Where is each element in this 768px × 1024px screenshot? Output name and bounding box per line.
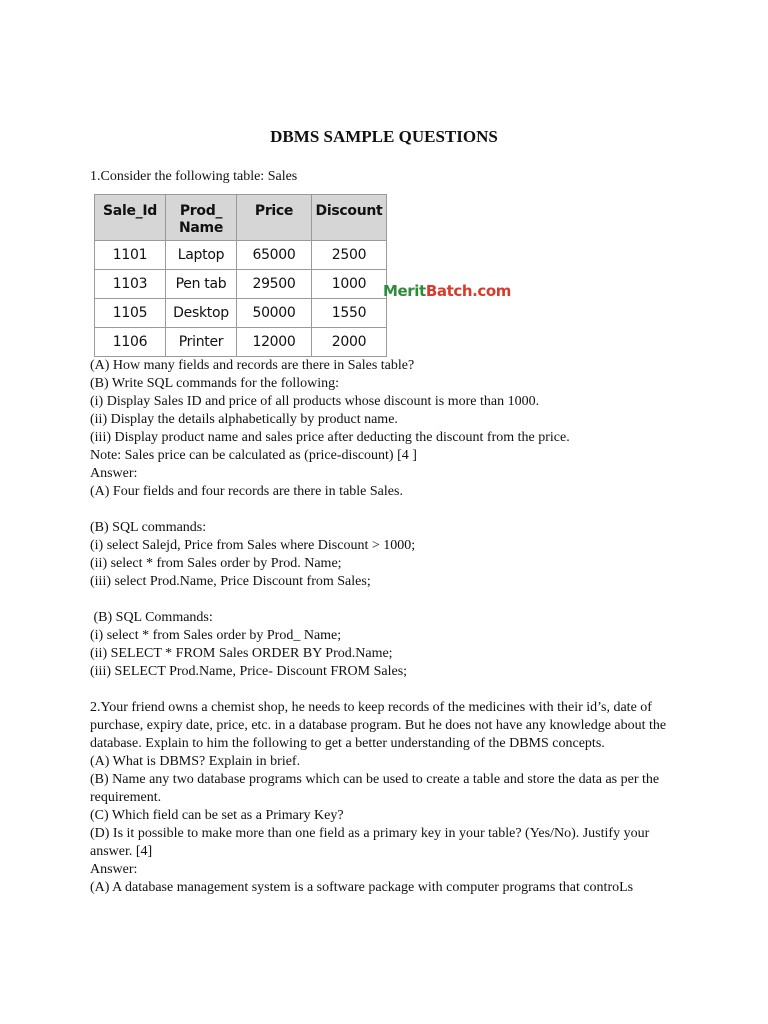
q1-answer-b2-i: (i) select * from Sales order by Prod_ Name; xyxy=(90,628,342,643)
header-price: Price xyxy=(237,195,312,241)
cell-prod-name: Laptop xyxy=(166,241,237,270)
q2-part-d: (D) Is it possible to make more than one field as a primary key in your table? (Yes/No). Justify your answer. [4] xyxy=(90,826,650,859)
q1-part-b: (B) Write SQL commands for the following: xyxy=(90,376,340,391)
document-body xyxy=(90,357,690,897)
question-1-intro: 1.Consider the following table: Sales xyxy=(90,169,298,184)
q1-part-a: (A) How many fields and records are there in Sales table? xyxy=(90,358,415,373)
q2-part-b: (B) Name any two database programs which can be used to create a table and store the data as per the requirement. xyxy=(90,772,660,805)
header-sale-id: Sale_Id xyxy=(95,195,166,241)
cell-price: 50000 xyxy=(237,299,312,328)
q1-answer-a: (A) Four fields and four records are there in table Sales. xyxy=(90,484,403,499)
cell-prod-name: Printer xyxy=(166,328,237,357)
q1-answer-b2-ii: (ii) SELECT * FROM Sales ORDER BY Prod.Name; xyxy=(90,646,393,661)
q1-part-b-iii: (iii) Display product name and sales price after deducting the discount from the price. xyxy=(90,430,570,445)
header-prod-name: Prod_ Name xyxy=(166,195,237,241)
q1-part-b-i: (i) Display Sales ID and price of all products whose discount is more than 1000. xyxy=(90,394,540,409)
cell-price: 29500 xyxy=(237,270,312,299)
q2-answer-label: Answer: xyxy=(90,862,138,877)
q1-part-b-ii: (ii) Display the details alphabetically by product name. xyxy=(90,412,398,427)
q1-answer-label: Answer: xyxy=(90,466,138,481)
question-2-intro: 2.Your friend owns a chemist shop, he needs to keep records of the medicines with their id’s, date of purchase, expiry date, price, etc. in a database program. But he does not have any knowledge about the database. Explain to him the following to get a better understanding of the DBMS concepts. xyxy=(90,700,667,751)
cell-discount: 2000 xyxy=(312,328,387,357)
table-row xyxy=(95,299,387,328)
header-discount: Discount xyxy=(312,195,387,241)
cell-prod-name: Desktop xyxy=(166,299,237,328)
q1-answer-b-iii: (iii) select Prod.Name, Price Discount from Sales; xyxy=(90,574,371,589)
cell-sale-id: 1103 xyxy=(95,270,166,299)
table-header-row xyxy=(95,195,387,241)
q1-answer-b-heading: (B) SQL commands: xyxy=(90,520,207,535)
blank-line xyxy=(90,681,690,699)
table-row xyxy=(95,241,387,270)
cell-price: 65000 xyxy=(237,241,312,270)
cell-sale-id: 1105 xyxy=(95,299,166,328)
watermark-merit: Merit xyxy=(383,282,426,300)
q1-answer-b-i: (i) select Salejd, Price from Sales where Discount > 1000; xyxy=(90,538,416,553)
sales-table-image xyxy=(94,194,387,357)
blank-line xyxy=(90,501,690,519)
sales-table xyxy=(94,194,387,357)
cell-prod-name: Pen tab xyxy=(166,270,237,299)
page-title: DBMS SAMPLE QUESTIONS xyxy=(270,127,498,146)
q1-answer-b2-iii: (iii) SELECT Prod.Name, Price- Discount FROM Sales; xyxy=(90,664,408,679)
q1-answer-b-ii: (ii) select * from Sales order by Prod. Name; xyxy=(90,556,342,571)
cell-discount: 2500 xyxy=(312,241,387,270)
meritbatch-watermark xyxy=(383,282,511,300)
table-row xyxy=(95,270,387,299)
q2-answer-a: (A) A database management system is a software package with computer programs that controLs xyxy=(90,880,634,895)
cell-discount: 1550 xyxy=(312,299,387,328)
cell-sale-id: 1101 xyxy=(95,241,166,270)
watermark-batch: Batch.com xyxy=(425,282,512,300)
q1-note: Note: Sales price can be calculated as (price-discount) [4 ] xyxy=(90,448,417,463)
cell-price: 12000 xyxy=(237,328,312,357)
q2-part-a: (A) What is DBMS? Explain in brief. xyxy=(90,754,301,769)
blank-line xyxy=(90,591,690,609)
q1-answer-b2-heading: (B) SQL Commands: xyxy=(90,610,213,625)
q2-part-c: (C) Which field can be set as a Primary Key? xyxy=(90,808,344,823)
cell-discount: 1000 xyxy=(312,270,387,299)
cell-sale-id: 1106 xyxy=(95,328,166,357)
table-row xyxy=(95,328,387,357)
